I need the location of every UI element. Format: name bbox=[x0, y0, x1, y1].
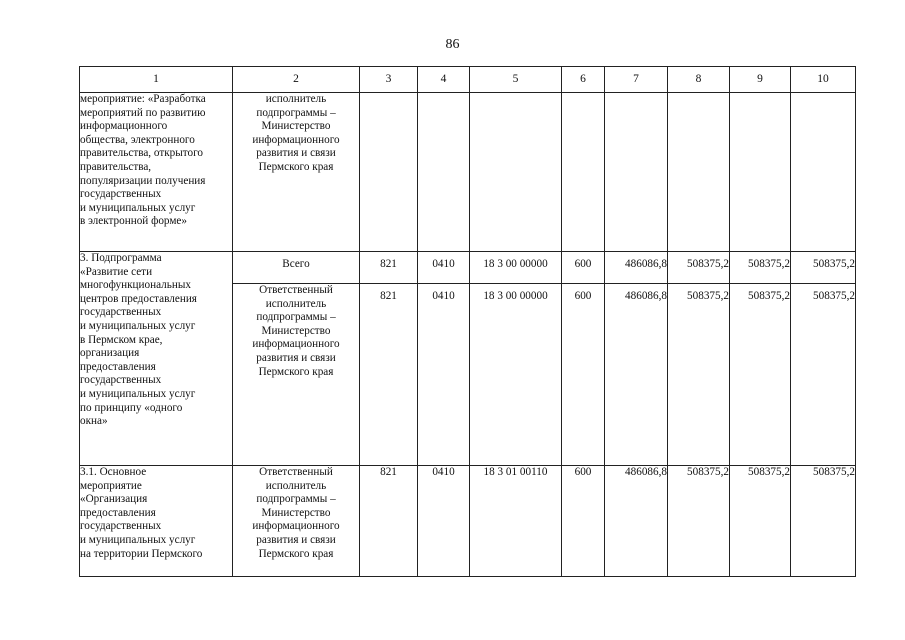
executor-cell bbox=[233, 284, 360, 466]
col5-cell bbox=[470, 93, 562, 252]
header-cell: 1 bbox=[80, 67, 233, 93]
col6-cell bbox=[562, 93, 605, 252]
col4-cell: 0410 bbox=[418, 252, 470, 284]
col3-cell: 821 bbox=[360, 284, 418, 466]
col10-cell: 508375,2 bbox=[791, 466, 856, 577]
header-cell: 3 bbox=[360, 67, 418, 93]
col10-cell: 508375,2 bbox=[791, 252, 856, 284]
table-row bbox=[80, 466, 856, 577]
col6-cell: 600 bbox=[562, 284, 605, 466]
col3-cell bbox=[360, 93, 418, 252]
col10-cell bbox=[791, 93, 856, 252]
table-row bbox=[80, 252, 856, 284]
header-cell: 5 bbox=[470, 67, 562, 93]
col8-cell: 508375,2 bbox=[668, 284, 730, 466]
col6-cell: 600 bbox=[562, 252, 605, 284]
col4-cell: 0410 bbox=[418, 284, 470, 466]
executor-text: Всего bbox=[282, 258, 310, 270]
subprogram-name-cell bbox=[80, 252, 233, 466]
executor-cell bbox=[233, 252, 360, 284]
budget-table bbox=[79, 66, 856, 577]
col9-cell: 508375,2 bbox=[730, 252, 791, 284]
col5-cell: 18 3 00 00000 bbox=[470, 252, 562, 284]
col7-cell: 486086,8 bbox=[605, 466, 668, 577]
executor-cell bbox=[233, 93, 360, 252]
header-cell: 7 bbox=[605, 67, 668, 93]
col10-cell: 508375,2 bbox=[791, 284, 856, 466]
subprogram-name: 3. Подпрограмма «Развитие сети многофункциональных центров предоставления государственных и муниципальных услуг в Пермском крае, организация предоставления государственных и муниципальных услуг по принципу «одного окна» bbox=[80, 252, 197, 428]
col5-cell: 18 3 01 00110 bbox=[470, 466, 562, 577]
header-cell: 2 bbox=[233, 67, 360, 93]
col7-cell: 486086,8 bbox=[605, 252, 668, 284]
header-row bbox=[80, 67, 856, 93]
activity-name-cell bbox=[80, 466, 233, 577]
header-cell: 6 bbox=[562, 67, 605, 93]
header-cell: 10 bbox=[791, 67, 856, 93]
col8-cell: 508375,2 bbox=[668, 252, 730, 284]
executor-text: исполнитель подпрограммы – Министерство информационного развития и связи Пермского края bbox=[252, 93, 340, 173]
col3-cell: 821 bbox=[360, 252, 418, 284]
col7-cell bbox=[605, 93, 668, 252]
col5-cell: 18 3 00 00000 bbox=[470, 284, 562, 466]
col8-cell: 508375,2 bbox=[668, 466, 730, 577]
executor-text: Ответственный исполнитель подпрограммы – Министерство информационного развития и связи Пермского края bbox=[252, 466, 340, 560]
page-number: 86 bbox=[445, 37, 460, 52]
col7-cell: 486086,8 bbox=[605, 284, 668, 466]
col9-cell: 508375,2 bbox=[730, 284, 791, 466]
col4-cell bbox=[418, 93, 470, 252]
col6-cell: 600 bbox=[562, 466, 605, 577]
activity-name: 3.1. Основное мероприятие «Организация предоставления государственных и муниципальных услуг на территории Пермского bbox=[80, 466, 203, 560]
col3-cell: 821 bbox=[360, 466, 418, 577]
col9-cell bbox=[730, 93, 791, 252]
table-row bbox=[80, 93, 856, 252]
col9-cell: 508375,2 bbox=[730, 466, 791, 577]
activity-name: мероприятие: «Разработка мероприятий по развитию информационного общества, электронного правительства, открытого правительства, популяризации получения государственных и муниципальных услуг в электронной форме» bbox=[80, 93, 206, 228]
executor-cell bbox=[233, 466, 360, 577]
header-cell: 9 bbox=[730, 67, 791, 93]
col4-cell: 0410 bbox=[418, 466, 470, 577]
header-cell: 8 bbox=[668, 67, 730, 93]
col8-cell bbox=[668, 93, 730, 252]
activity-name-cell bbox=[80, 93, 233, 252]
header-cell: 4 bbox=[418, 67, 470, 93]
executor-text: Ответственный исполнитель подпрограммы – Министерство информационного развития и связи Пермского края bbox=[252, 284, 340, 378]
